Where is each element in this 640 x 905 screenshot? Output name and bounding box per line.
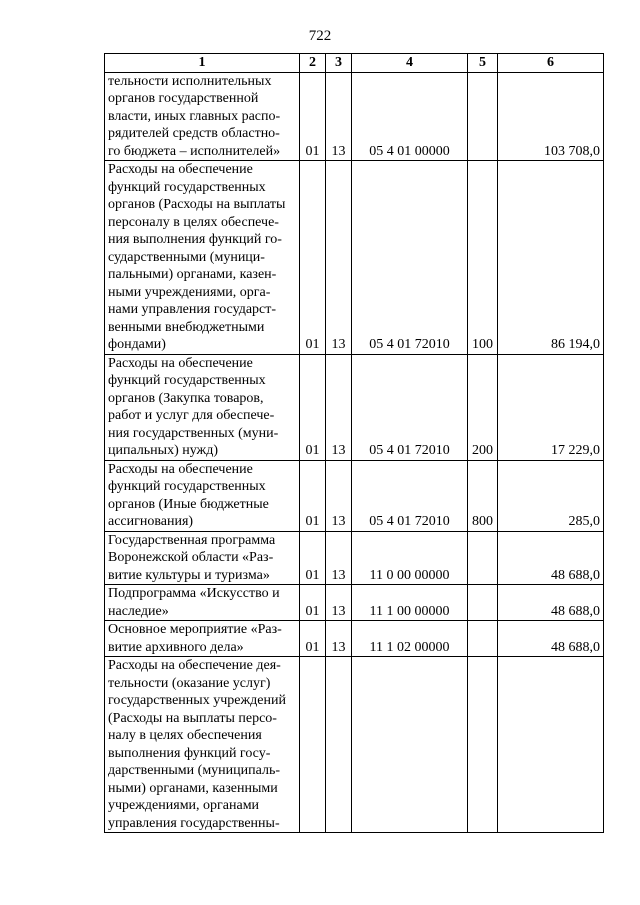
expense-type-code: 800 xyxy=(468,460,498,531)
table-row xyxy=(105,585,604,621)
expense-type-code xyxy=(468,657,498,833)
expense-name: Основное мероприятие «Раз- витие архивного дела» xyxy=(105,621,300,657)
table-body xyxy=(105,72,604,833)
expense-type-code: 200 xyxy=(468,354,498,460)
expense-name: Подпрограмма «Искусство и наследие» xyxy=(105,585,300,621)
table-row xyxy=(105,621,604,657)
section-code: 01 xyxy=(300,354,326,460)
target-article-code: 11 1 02 00000 xyxy=(352,621,468,657)
section-code: 01 xyxy=(300,460,326,531)
target-article-code: 11 0 00 00000 xyxy=(352,531,468,585)
amount-value xyxy=(498,657,604,833)
expense-name: Государственная программа Воронежской области «Раз- витие культуры и туризма» xyxy=(105,531,300,585)
amount-value: 48 688,0 xyxy=(498,531,604,585)
expense-name: Расходы на обеспечение функций государственных органов (Иные бюджетные ассигнования) xyxy=(105,460,300,531)
target-article-code: 05 4 01 00000 xyxy=(352,72,468,161)
expense-type-code xyxy=(468,585,498,621)
target-article-code: 05 4 01 72010 xyxy=(352,161,468,355)
target-article-code: 05 4 01 72010 xyxy=(352,354,468,460)
subsection-code: 13 xyxy=(326,72,352,161)
amount-value: 17 229,0 xyxy=(498,354,604,460)
header-row xyxy=(105,54,604,73)
page-number: 722 xyxy=(308,28,332,44)
amount-value: 285,0 xyxy=(498,460,604,531)
subsection-code: 13 xyxy=(326,621,352,657)
section-code xyxy=(300,657,326,833)
budget-table xyxy=(104,53,604,833)
expense-name: Расходы на обеспечение функций государственных органов (Закупка товаров, работ и услуг для обеспече- ния государственных (муни- ципальных) нужд) xyxy=(105,354,300,460)
expense-type-code xyxy=(468,531,498,585)
section-code: 01 xyxy=(300,621,326,657)
section-code: 01 xyxy=(300,531,326,585)
column-header: 6 xyxy=(498,54,604,73)
section-code: 01 xyxy=(300,585,326,621)
amount-value: 86 194,0 xyxy=(498,161,604,355)
column-header: 1 xyxy=(105,54,300,73)
table-row xyxy=(105,460,604,531)
amount-value: 48 688,0 xyxy=(498,621,604,657)
target-article-code xyxy=(352,657,468,833)
subsection-code: 13 xyxy=(326,354,352,460)
expense-type-code xyxy=(468,621,498,657)
expense-name: Расходы на обеспечение дея- тельности (оказание услуг) государственных учреждений (Расходы на выплаты персо- налу в целях обеспечения выполнения функций госу- дарственными (муниципаль- ными) органами, казенными учреждениями, органами управления государственны- xyxy=(105,657,300,833)
column-header: 4 xyxy=(352,54,468,73)
section-code: 01 xyxy=(300,161,326,355)
target-article-code: 05 4 01 72010 xyxy=(352,460,468,531)
table-row xyxy=(105,657,604,833)
expense-type-code: 100 xyxy=(468,161,498,355)
amount-value: 103 708,0 xyxy=(498,72,604,161)
expense-name: Расходы на обеспечение функций государственных органов (Расходы на выплаты персоналу в целях обеспече- ния выполнения функций го- сударственными (муници- пальными) органами, казен- ными учреждениями, орга- нами управления государст- венными внебюджетными фондами) xyxy=(105,161,300,355)
column-header: 2 xyxy=(300,54,326,73)
column-header: 5 xyxy=(468,54,498,73)
table-row xyxy=(105,72,604,161)
subsection-code: 13 xyxy=(326,531,352,585)
table-row xyxy=(105,531,604,585)
table-row xyxy=(105,354,604,460)
subsection-code: 13 xyxy=(326,161,352,355)
subsection-code: 13 xyxy=(326,585,352,621)
expense-type-code xyxy=(468,72,498,161)
subsection-code xyxy=(326,657,352,833)
amount-value: 48 688,0 xyxy=(498,585,604,621)
subsection-code: 13 xyxy=(326,460,352,531)
target-article-code: 11 1 00 00000 xyxy=(352,585,468,621)
table-row xyxy=(105,161,604,355)
section-code: 01 xyxy=(300,72,326,161)
column-header: 3 xyxy=(326,54,352,73)
expense-name: тельности исполнительных органов государственной власти, иных главных распо- рядителей средств областно- го бюджета – исполнителей» xyxy=(105,72,300,161)
